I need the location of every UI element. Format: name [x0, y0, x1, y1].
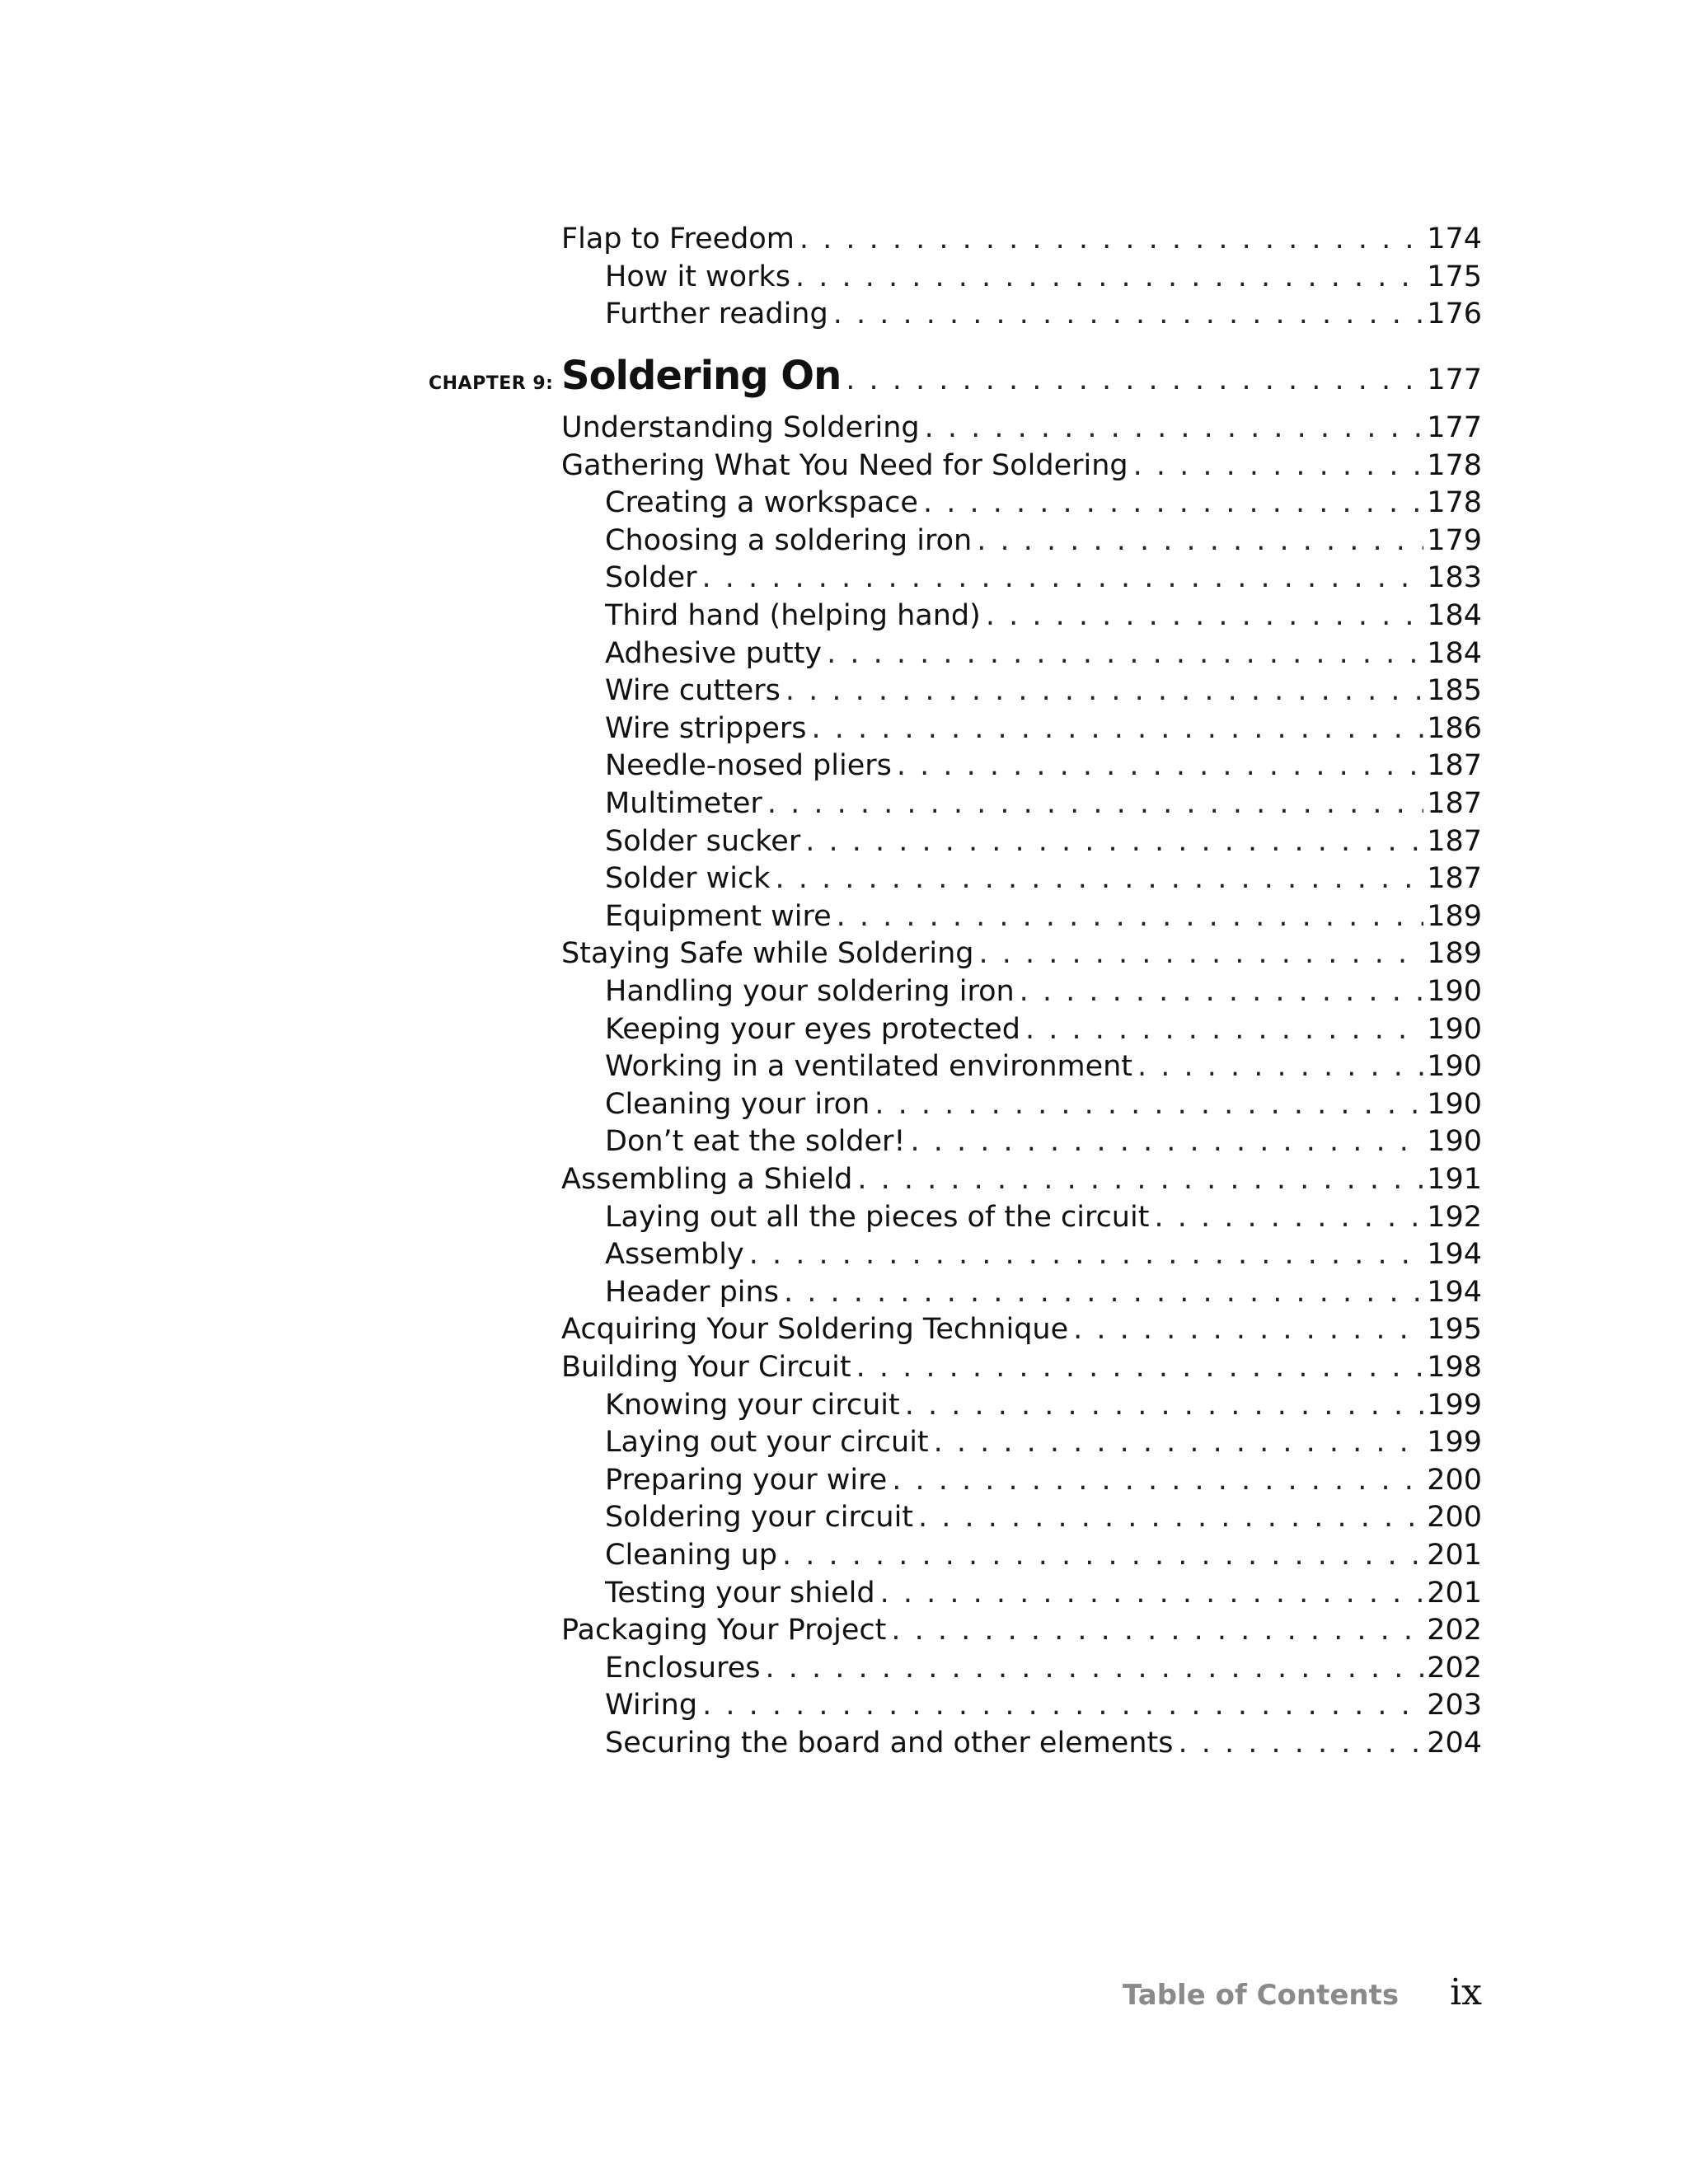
dot-leader: [799, 220, 1423, 258]
toc-entry[interactable]: [605, 635, 1482, 673]
toc-entry-label: How it works: [605, 260, 790, 293]
toc-entry[interactable]: [605, 522, 1482, 560]
toc-entry-label: Enclosures: [605, 1651, 761, 1685]
footer-section-label: Table of Contents: [1122, 1979, 1400, 2012]
toc-entry[interactable]: [561, 935, 1482, 972]
toc-entry-page-number: 190: [1427, 975, 1482, 1008]
toc-entry[interactable]: [605, 1536, 1482, 1574]
dot-leader: [905, 1386, 1423, 1424]
toc-entry-page-number: 174: [1427, 223, 1482, 255]
dot-leader: [767, 785, 1423, 823]
toc-entry-page-number: 176: [1427, 298, 1482, 331]
dot-leader: [833, 295, 1424, 333]
toc-entry-page-number: 201: [1427, 1576, 1482, 1610]
chapter-page-number: 177: [1427, 363, 1482, 396]
toc-entry-label: Wire strippers: [605, 711, 807, 745]
dot-leader: [986, 597, 1423, 635]
toc-entry-label: Don’t eat the solder!: [605, 1125, 906, 1159]
dot-leader: [892, 1461, 1423, 1499]
dot-leader: [775, 860, 1423, 898]
toc-entry[interactable]: [605, 597, 1482, 635]
dot-leader: [934, 1423, 1424, 1461]
dot-leader: [857, 1160, 1423, 1198]
toc-entry[interactable]: [605, 1498, 1482, 1536]
dot-leader: [1020, 972, 1424, 1010]
dot-leader: [910, 1122, 1423, 1160]
toc-entry-page-number: 187: [1427, 787, 1482, 820]
dot-leader: [1133, 447, 1424, 485]
toc-entry[interactable]: [561, 1310, 1482, 1348]
toc-entry-page-number: 183: [1427, 561, 1482, 595]
chapter-heading[interactable]: [429, 353, 1482, 410]
toc-entry-page-number: 179: [1427, 523, 1482, 557]
dot-leader: [782, 1536, 1423, 1574]
toc-entry[interactable]: [561, 447, 1482, 485]
toc-entry[interactable]: [605, 860, 1482, 898]
toc-entry-label: Laying out your circuit: [605, 1426, 929, 1460]
toc-entry-page-number: 203: [1427, 1689, 1482, 1722]
toc-entry-label: Further reading: [605, 298, 828, 331]
toc-entry[interactable]: [561, 1611, 1482, 1649]
toc-entry-page-number: 191: [1427, 1163, 1482, 1196]
toc-entry-label: Flap to Freedom: [561, 223, 795, 255]
page-footer: [1123, 1971, 1482, 2013]
toc-entry[interactable]: [605, 672, 1482, 710]
dot-leader: [897, 747, 1423, 785]
toc-entry-label: Securing the board and other elements: [605, 1727, 1174, 1760]
dot-leader: [1025, 1010, 1423, 1048]
chapter-number: CHAPTER 9:: [429, 373, 554, 394]
toc-entry-label: Wire cutters: [605, 674, 781, 708]
toc-entry[interactable]: [605, 1686, 1482, 1724]
toc-entry[interactable]: [605, 1574, 1482, 1612]
toc-entry[interactable]: [605, 1198, 1482, 1236]
toc-entry-page-number: 204: [1427, 1727, 1482, 1760]
dot-leader: [784, 1273, 1423, 1311]
toc-entry-page-number: 199: [1427, 1426, 1482, 1460]
toc-entry-page-number: 202: [1427, 1651, 1482, 1685]
dot-leader: [979, 935, 1424, 972]
toc-entry[interactable]: [605, 1047, 1482, 1085]
chapter-title[interactable]: Soldering On: [561, 353, 842, 399]
toc-entry-page-number: 202: [1427, 1614, 1482, 1647]
toc-entry-page-number: 195: [1427, 1313, 1482, 1347]
toc-entry-label: Building Your Circuit: [561, 1351, 851, 1384]
toc-entry[interactable]: [605, 823, 1482, 860]
dot-leader: [837, 898, 1424, 935]
toc-entry[interactable]: [605, 559, 1482, 597]
toc-entry-page-number: 178: [1427, 448, 1482, 482]
toc-entry-label: Equipment wire: [605, 899, 832, 933]
toc-entry-label: Understanding Soldering: [561, 411, 920, 444]
toc-entry-page-number: 198: [1427, 1351, 1482, 1384]
toc-entry-label: Cleaning up: [605, 1539, 777, 1572]
toc-entry-label: Gathering What You Need for Soldering: [561, 448, 1128, 482]
toc-entry-label: Solder wick: [605, 862, 771, 896]
toc-entry-label: Acquiring Your Soldering Technique: [561, 1313, 1069, 1347]
toc-entry-page-number: 184: [1427, 599, 1482, 632]
toc-entry-page-number: 177: [1427, 411, 1482, 444]
toc-entry-label: Handling your soldering iron: [605, 975, 1015, 1008]
toc-entry-label: Soldering your circuit: [605, 1501, 914, 1535]
dot-leader: [891, 1611, 1423, 1649]
toc-entry-page-number: 192: [1427, 1200, 1482, 1234]
toc-entry-label: Creating a workspace: [605, 486, 918, 520]
dot-leader: [918, 1498, 1423, 1536]
dot-leader: [923, 484, 1423, 522]
toc-entry[interactable]: [605, 785, 1482, 823]
toc-entry[interactable]: [605, 1649, 1482, 1687]
toc-entry[interactable]: [605, 747, 1482, 785]
toc-entry-label: Solder: [605, 561, 697, 595]
toc-entry[interactable]: [561, 220, 1482, 258]
footer-page-number: ix: [1450, 1971, 1482, 2013]
toc-entry[interactable]: [605, 295, 1482, 333]
toc-entry-label: Third hand (helping hand): [605, 599, 981, 632]
toc-entry-page-number: 175: [1427, 260, 1482, 293]
toc-entry-label: Multimeter: [605, 787, 762, 820]
toc-entry[interactable]: [605, 898, 1482, 935]
toc-entry-label: Cleaning your iron: [605, 1087, 870, 1121]
dot-leader: [846, 363, 1423, 396]
toc-entry-page-number: 178: [1427, 486, 1482, 520]
toc-entry-label: Needle-nosed pliers: [605, 749, 892, 783]
toc-entry[interactable]: [605, 972, 1482, 1010]
dot-leader: [785, 672, 1423, 710]
dot-leader: [827, 635, 1423, 673]
dot-leader: [1137, 1047, 1423, 1085]
dot-leader: [795, 258, 1423, 296]
toc-entry-label: Assembling a Shield: [561, 1163, 853, 1196]
toc-entry[interactable]: [561, 1160, 1482, 1198]
dot-leader: [1178, 1724, 1423, 1762]
toc-entry-page-number: 190: [1427, 1012, 1482, 1046]
dot-leader: [925, 409, 1424, 447]
dot-leader: [702, 1686, 1423, 1724]
toc-entry-label: Wiring: [605, 1689, 698, 1722]
toc-entry-page-number: 185: [1427, 674, 1482, 708]
dot-leader: [702, 559, 1424, 597]
dot-leader: [977, 522, 1423, 560]
toc-entry-label: Header pins: [605, 1275, 779, 1309]
toc-entry-page-number: 187: [1427, 862, 1482, 896]
toc-entry-label: Solder sucker: [605, 824, 801, 858]
toc-entry[interactable]: [605, 1724, 1482, 1762]
dot-leader: [812, 710, 1424, 748]
toc-entry-label: Packaging Your Project: [561, 1614, 887, 1647]
toc-entry[interactable]: [605, 484, 1482, 522]
toc-entry[interactable]: [605, 710, 1482, 748]
dot-leader: [765, 1649, 1423, 1687]
toc-entry-label: Assembly: [605, 1238, 744, 1272]
toc-entry[interactable]: [605, 1461, 1482, 1499]
toc-entry[interactable]: [561, 1348, 1482, 1386]
toc-entry-page-number: 200: [1427, 1501, 1482, 1535]
toc-entry-page-number: 187: [1427, 749, 1482, 783]
toc-entry[interactable]: [605, 1273, 1482, 1311]
dot-leader: [1073, 1310, 1423, 1348]
dot-leader: [749, 1235, 1423, 1273]
dot-leader: [1154, 1198, 1423, 1236]
toc-entry[interactable]: [561, 409, 1482, 447]
toc-entry-page-number: 194: [1427, 1238, 1482, 1272]
toc-entry-label: Staying Safe while Soldering: [561, 937, 974, 971]
toc-entry-page-number: 190: [1427, 1125, 1482, 1159]
toc-entry-label: Adhesive putty: [605, 636, 823, 670]
toc-entry[interactable]: [605, 1423, 1482, 1461]
toc-entry-page-number: 190: [1427, 1050, 1482, 1084]
toc-entry-page-number: 190: [1427, 1087, 1482, 1121]
toc-entry-label: Preparing your wire: [605, 1463, 888, 1497]
toc-entry-page-number: 186: [1427, 711, 1482, 745]
toc-entry[interactable]: [605, 1386, 1482, 1424]
toc-entry[interactable]: [605, 1122, 1482, 1160]
toc-entry[interactable]: [605, 1010, 1482, 1048]
toc-entry-label: Choosing a soldering iron: [605, 523, 973, 557]
toc-entry-label: Working in a ventilated environment: [605, 1050, 1133, 1084]
toc-entry[interactable]: [605, 1085, 1482, 1123]
dot-leader: [805, 823, 1423, 860]
toc-entry-label: Testing your shield: [605, 1576, 875, 1610]
toc-entry-page-number: 187: [1427, 824, 1482, 858]
toc-entry-label: Keeping your eyes protected: [605, 1012, 1020, 1046]
toc-entry-page-number: 189: [1427, 899, 1482, 933]
dot-leader: [880, 1574, 1424, 1612]
toc-entry[interactable]: [605, 258, 1482, 296]
dot-leader: [856, 1348, 1424, 1386]
toc-entry-label: Laying out all the pieces of the circuit: [605, 1200, 1150, 1234]
toc-entry-page-number: 184: [1427, 636, 1482, 670]
toc-entry-page-number: 200: [1427, 1463, 1482, 1497]
toc-entry-page-number: 201: [1427, 1539, 1482, 1572]
toc-entry-label: Knowing your circuit: [605, 1388, 900, 1422]
dot-leader: [874, 1085, 1423, 1123]
toc-entry-page-number: 194: [1427, 1275, 1482, 1309]
toc-entry-page-number: 199: [1427, 1388, 1482, 1422]
toc-entry-page-number: 189: [1427, 937, 1482, 971]
toc-entry[interactable]: [605, 1235, 1482, 1273]
